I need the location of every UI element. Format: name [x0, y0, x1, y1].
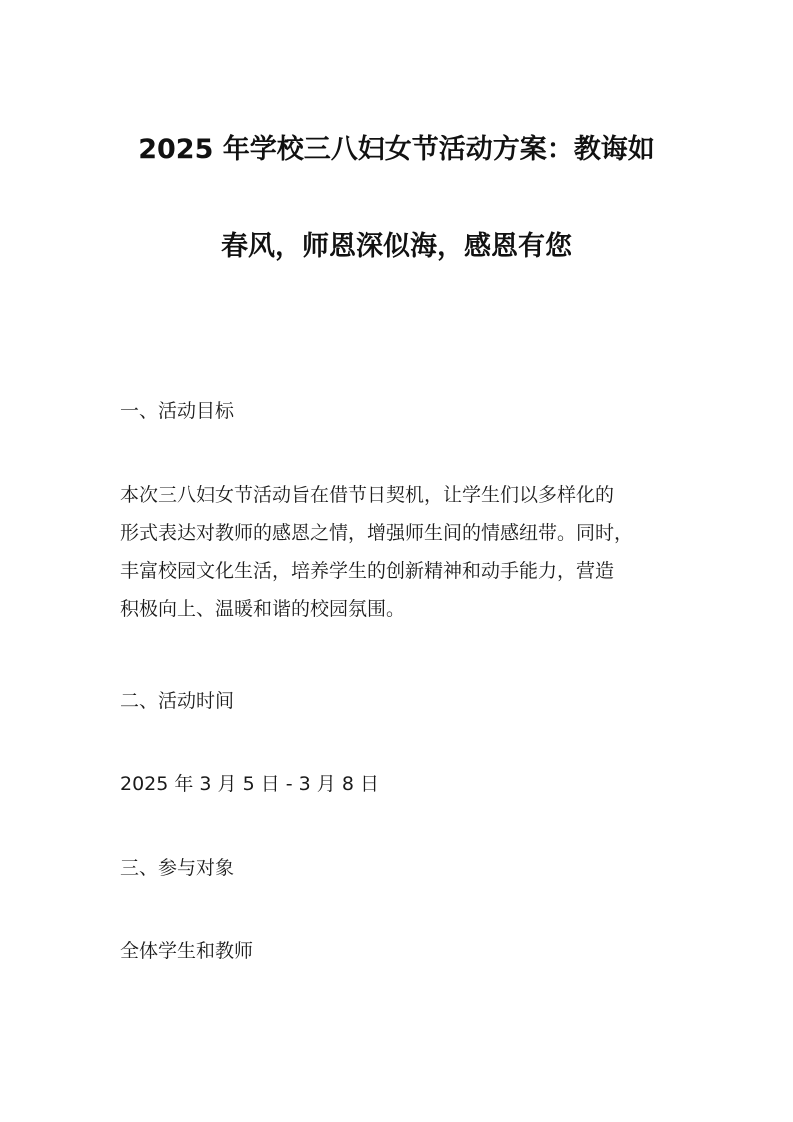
- section-body-time: 2025 年 3 月 5 日 - 3 月 8 日: [120, 773, 379, 795]
- paragraph-line: 丰富校园文化生活，培养学生的创新精神和动手能力，营造: [120, 560, 615, 582]
- document-title-line-2: 春风，师恩深似海，感恩有您: [221, 231, 572, 262]
- section-body-participants: 全体学生和教师: [120, 940, 254, 962]
- section-heading-goals: 一、活动目标: [120, 400, 235, 422]
- paragraph-line: 本次三八妇女节活动旨在借节日契机，让学生们以多样化的: [120, 484, 615, 506]
- paragraph-line: 形式表达对教师的感恩之情，增强师生间的情感纽带。同时，: [120, 522, 634, 544]
- paragraph-line: 积极向上、温暖和谐的校园氛围。: [120, 598, 406, 620]
- section-heading-participants: 三、参与对象: [120, 857, 235, 879]
- section-body-goals: [120, 482, 695, 634]
- section-heading-time: 二、活动时间: [120, 690, 235, 712]
- document-title-line-1: 2025 年学校三八妇女节活动方案：教诲如: [138, 134, 655, 165]
